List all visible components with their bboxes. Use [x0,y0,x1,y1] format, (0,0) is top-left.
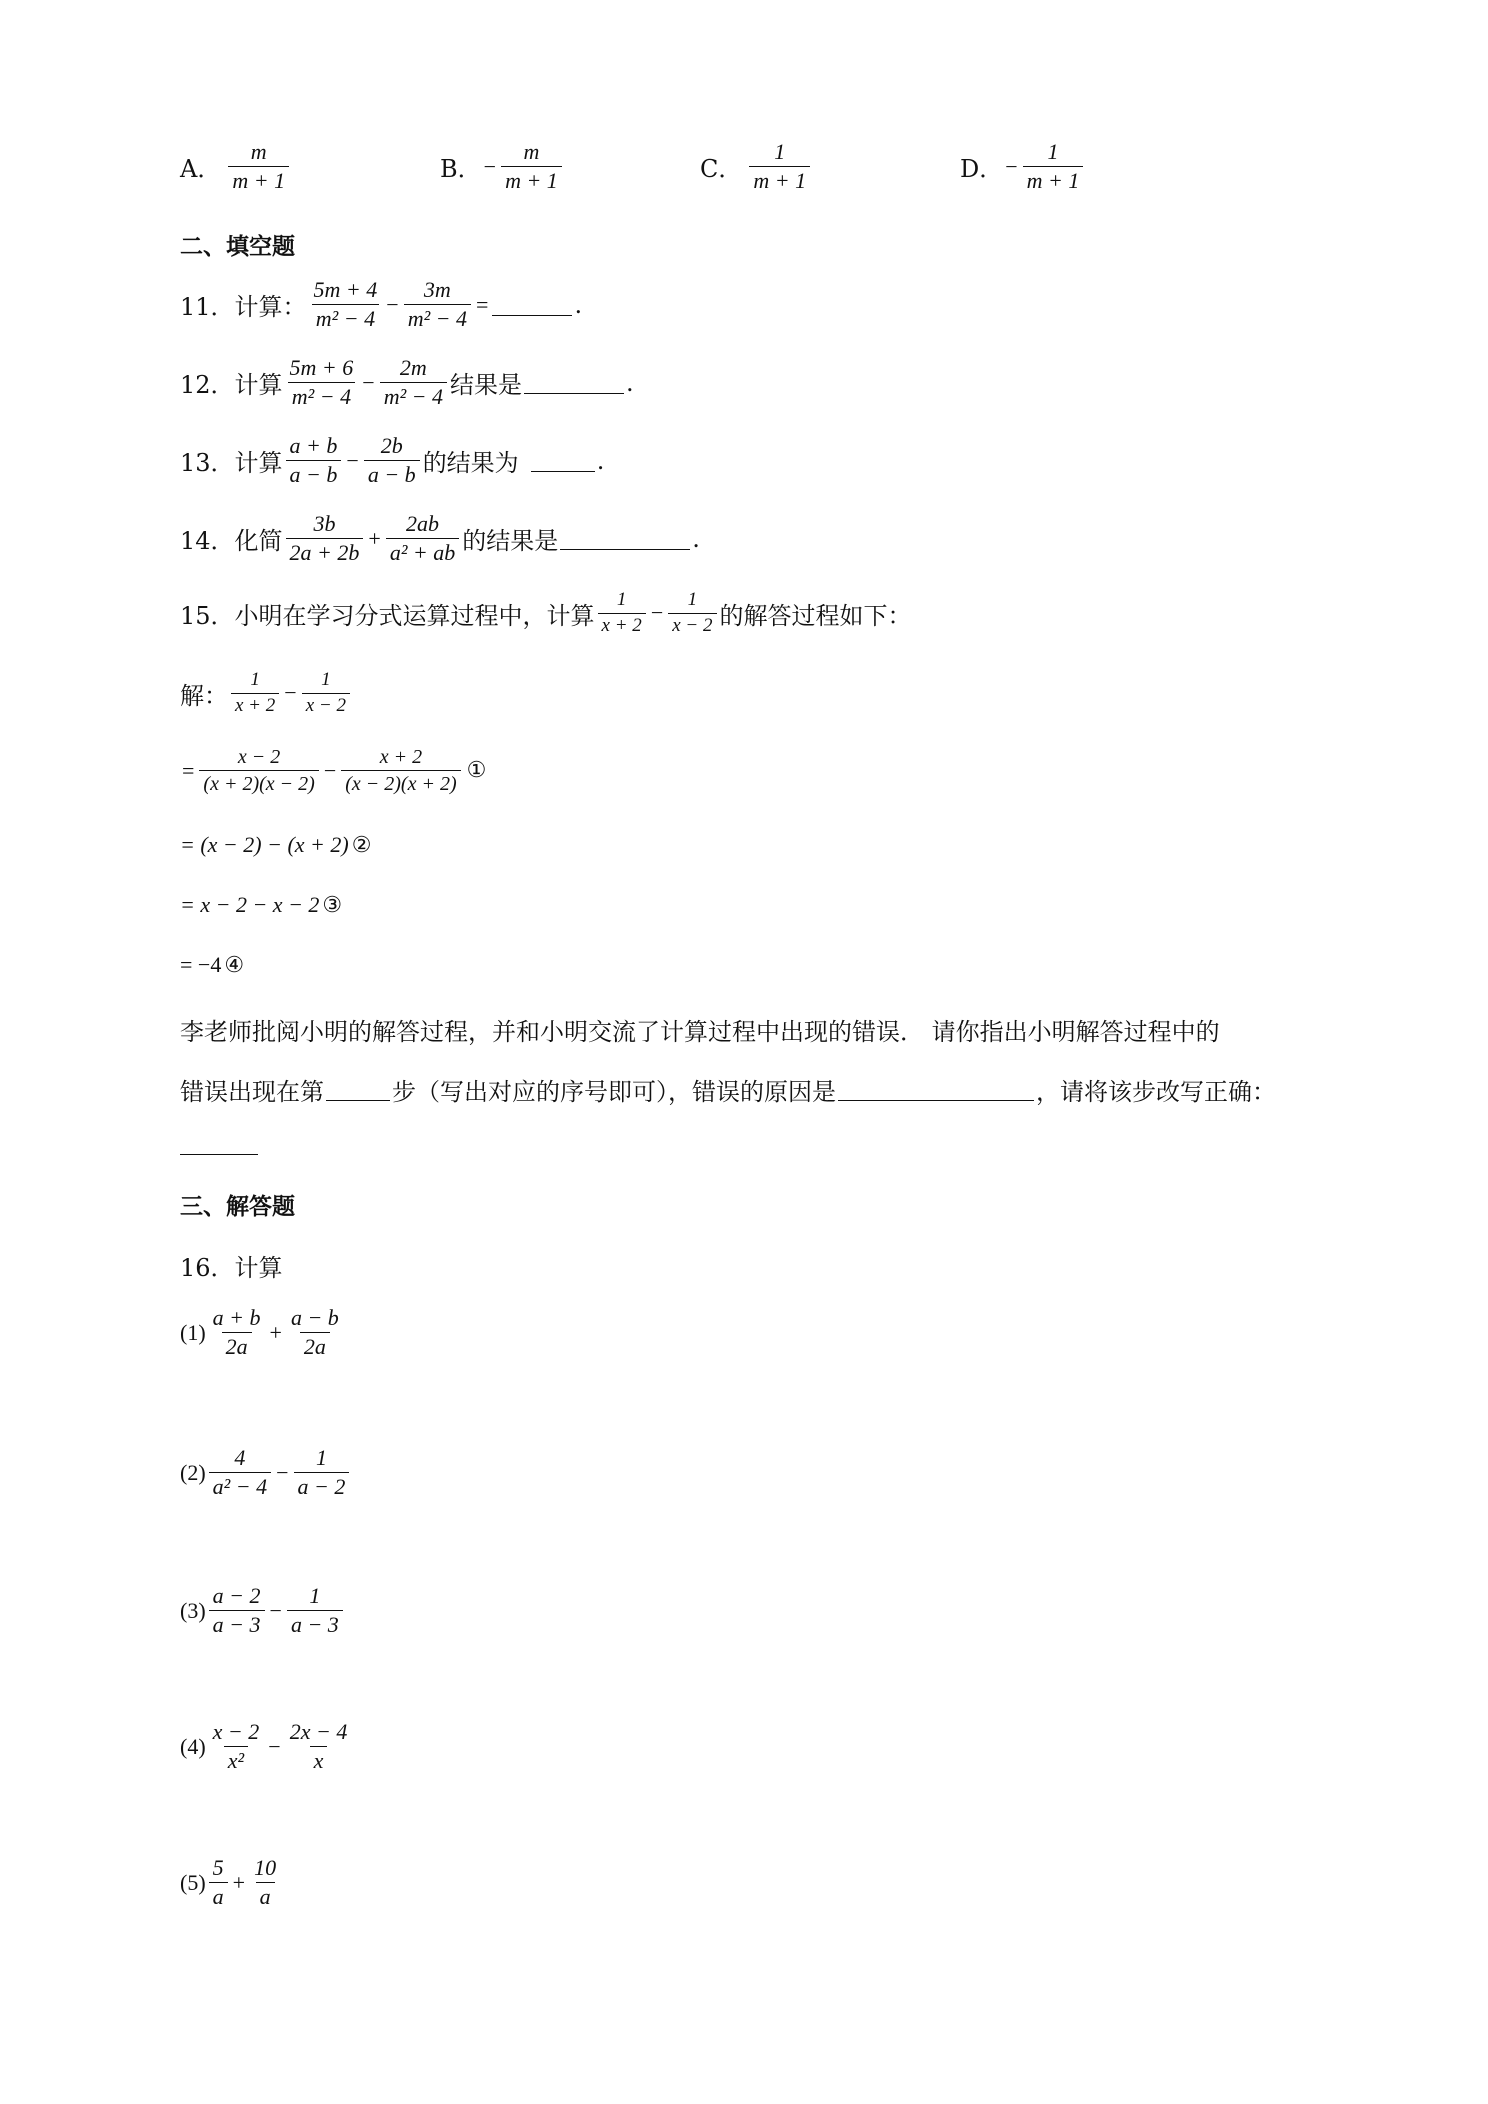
question-14: 14．化简 $\frac{3b}{2a + 2b}$ + $\frac{2ab}{\text{a² + ab}}$ 的结果是 . [180,511,700,566]
answer-blank[interactable] [524,371,624,394]
fraction: $\frac{3m}{\text{m² − 4}}$ [404,278,471,331]
answer-blank-reason[interactable] [838,1078,1034,1101]
option-b-fraction: $\frac{m}{m + 1}$ [501,140,562,193]
solution-step-3: = x − 2 − x − 2 ③ [180,892,343,918]
question-13: 13．计算 $\frac{a + b}{a - b}$ − $\frac{2b}{a - b}$ 的结果为 . [180,433,605,488]
fraction: $\frac{2m}{\text{m² − 4}}$ [380,356,447,409]
solution-start: 解： $\frac{1}{x + 2}$ − $\frac{1}{x - 2}$ [180,670,353,717]
question-11: 11．计算： $\frac{5m + 4}{\text{m² − 4}}$ − $\frac{3m}{\text{m² − 4}}$ = . [180,277,583,332]
fraction: $\frac{x + 2}{(x - 2)(x + 2)}$ [341,746,460,795]
fraction: $\frac{4}{\text{a² − 4}}$ [209,1446,271,1499]
fraction: $\frac{a + b}{a - b}$ [286,434,342,487]
fraction: $\frac{2ab}{\text{a² + ab}}$ [386,512,459,565]
fraction: $\frac{2x - 4}{x}$ [289,1719,348,1774]
question-15: 15．小明在学习分式运算过程中，计算 $\frac{1}{x + 2}$ − $\frac{1}{x - 2}$ 的解答过程如下： [180,589,912,636]
fraction: $\frac{3b}{2a + 2b}$ [286,512,364,565]
q16-item-2: (2) $\frac{4}{\text{a² − 4}}$ − $\frac{1}{a - 2}$ [180,1446,352,1499]
fraction: $\frac{5m + 6}{\text{m² − 4}}$ [289,355,354,410]
solution-step-1: = $\frac{x - 2}{(x + 2)(x - 2)}$ − $\frac{x + 2}{(x - 2)(x + 2)}$ ① [182,746,487,795]
step-marker: ③ [322,892,343,918]
option-c-fraction: $\frac{1}{m + 1}$ [749,140,810,193]
answer-blank-correction[interactable] [180,1132,258,1155]
fraction: $\frac{1}{x + 2}$ [598,590,646,637]
q15-paragraph-line-1: 李老师批阅小明的解答过程，并和小明交流了计算过程中出现的错误． 请你指出小明解答过程中的 [180,1018,1220,1046]
question-16-title: 16．计算 [180,1254,283,1282]
section-heading-solve: 三、解答题 [180,1194,295,1220]
fraction: $\frac{a + b}{2a}$ [212,1305,261,1360]
fraction: $\frac{1}{x - 2}$ [668,590,716,637]
fraction: $\frac{5m + 4}{\text{m² − 4}}$ [313,277,378,332]
answer-blank[interactable] [531,449,595,472]
fraction: $\frac{1}{x - 2}$ [302,670,350,717]
answer-blank[interactable] [492,293,572,316]
option-a: A． $\frac{m}{m + 1}$ [180,140,292,193]
q15-answer-line [180,1132,260,1155]
fraction: $\frac{a - b}{2a}$ [290,1305,339,1360]
fraction: $\frac{x - 2}{\text{x²}}$ [212,1719,260,1774]
fraction: $\frac{1}{a - 3}$ [287,1584,343,1637]
fraction: $\frac{10}{a}$ [254,1855,277,1910]
answer-blank-step[interactable] [326,1078,390,1101]
q16-item-5: (5) $\frac{5}{a}$ + $\frac{10}{a}$ [180,1856,283,1909]
option-a-fraction: $\frac{m}{m + 1}$ [228,140,289,193]
step-marker: ① [466,758,487,783]
q16-item-1: (1) $\frac{a + b}{2a}$ + $\frac{a - b}{2a}$ [180,1306,346,1359]
answer-blank[interactable] [560,527,690,550]
question-12: 12．计算 $\frac{5m + 6}{\text{m² − 4}}$ − $\frac{2m}{\text{m² − 4}}$ 结果是 . [180,355,634,410]
fraction: $\frac{x - 2}{(x + 2)(x - 2)}$ [199,746,318,795]
fraction: $\frac{1}{x + 2}$ [231,670,279,717]
fraction: $\frac{1}{a - 2}$ [294,1446,350,1499]
q15-paragraph-line-2: 错误出现在第 步（写出对应的序号即可），错误的原因是 ，请将该步改写正确： [180,1078,1276,1106]
q16-item-3: (3) $\frac{a - 2}{a - 3}$ − $\frac{1}{a - 3}$ [180,1584,346,1637]
solution-step-4: = −4 ④ [180,952,245,978]
option-d: D． − $\frac{1}{m + 1}$ [960,140,1086,193]
fraction: $\frac{a - 2}{a - 3}$ [209,1584,265,1637]
fraction: $\frac{2b}{a - b}$ [364,434,420,487]
q16-item-4: (4) $\frac{x - 2}{\text{x²}}$ − $\frac{2x - 4}{x}$ [180,1720,354,1773]
solution-step-2: = (x − 2) − (x + 2) ② [180,832,372,858]
section-heading-fill-blank: 二、填空题 [180,234,295,260]
option-c: C． $\frac{1}{m + 1}$ [700,140,813,193]
option-b: B． − $\frac{m}{m + 1}$ [440,140,565,193]
step-marker: ④ [224,952,245,978]
fraction: $\frac{5}{a}$ [209,1856,228,1909]
option-d-fraction: $\frac{1}{m + 1}$ [1023,140,1084,193]
step-marker: ② [351,832,372,858]
